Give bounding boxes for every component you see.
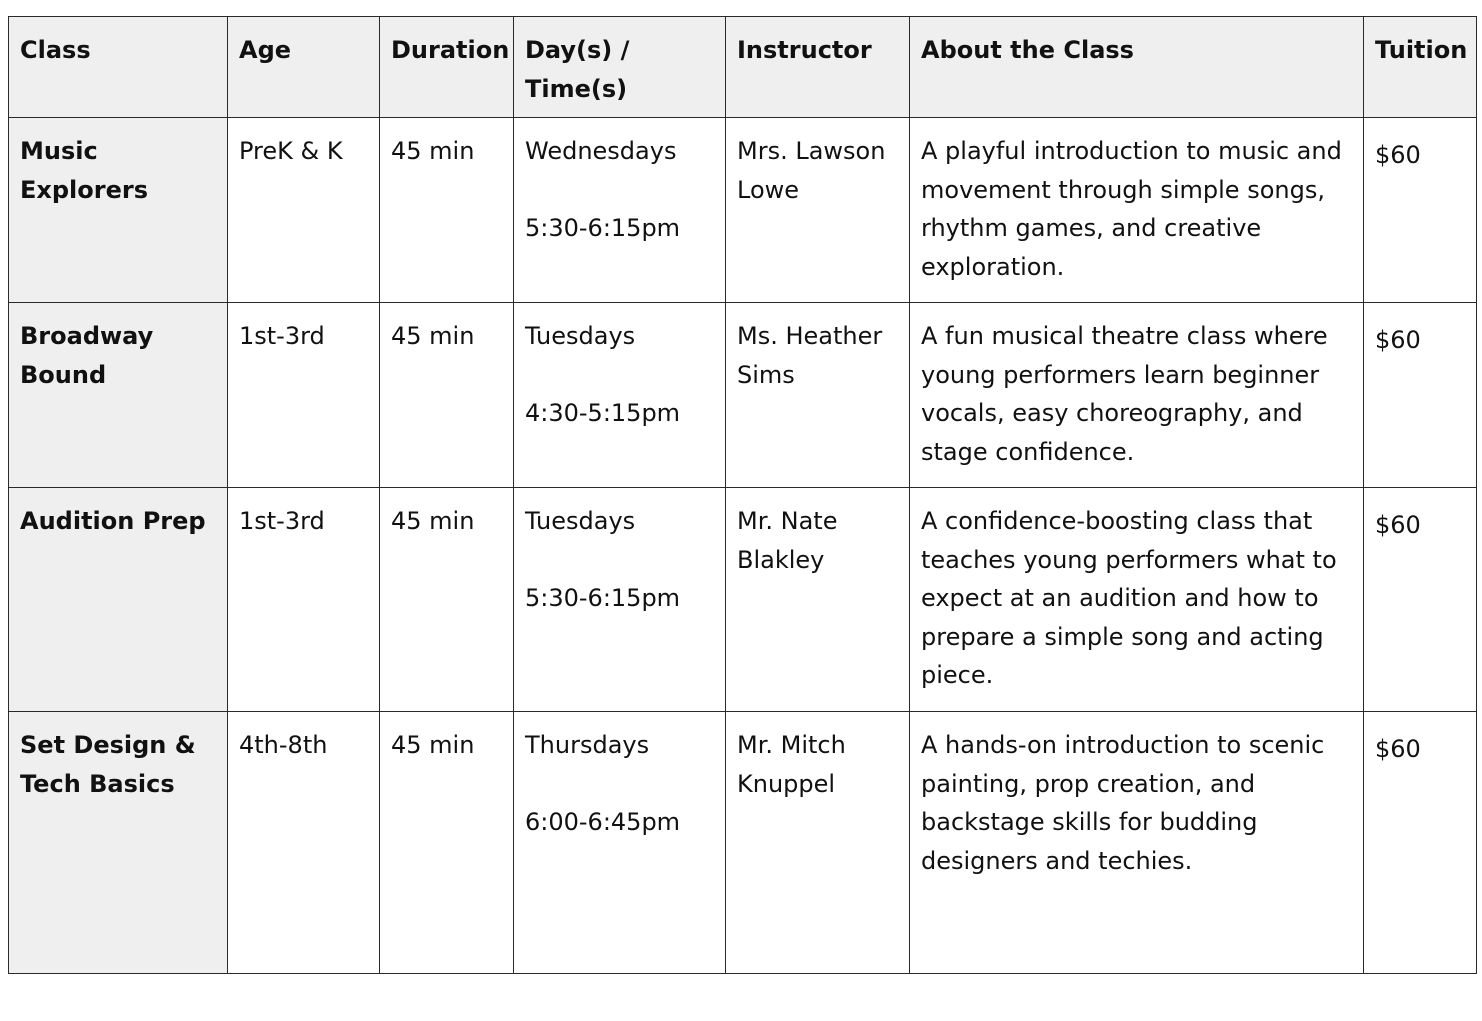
day-time-cell (514, 488, 726, 712)
tuition-cell: $60 (1364, 488, 1477, 712)
table-row (9, 118, 1477, 303)
time-text: 5:30-6:15pm (525, 583, 681, 612)
header-row (9, 17, 1477, 118)
duration-cell: 45 min (380, 303, 514, 488)
tuition-cell: $60 (1364, 712, 1477, 974)
day-time-cell (514, 118, 726, 303)
about-cell: A fun musical theatre class where young performers learn beginner vocals, easy choreography, and stage confidence. (910, 303, 1364, 488)
table-row (9, 303, 1477, 488)
class-schedule-table (8, 16, 1477, 974)
duration-cell: 45 min (380, 488, 514, 712)
table-row (9, 712, 1477, 974)
day-text: Tuesdays (525, 507, 636, 535)
about-cell: A playful introduction to music and movement through simple songs, rhythm games, and creative exploration. (910, 118, 1364, 303)
header-about: About the Class (910, 17, 1364, 118)
instructor-cell: Mr. Nate Blakley (726, 488, 910, 712)
time-text: 5:30-6:15pm (525, 213, 681, 242)
header-age: Age (228, 17, 380, 118)
about-cell: A hands-on introduction to scenic painting, prop creation, and backstage skills for budding designers and techies. (910, 712, 1364, 974)
tuition-cell: $60 (1364, 118, 1477, 303)
instructor-cell: Mr. Mitch Knuppel (726, 712, 910, 974)
day-time-cell (514, 303, 726, 488)
class-name-cell: Broadway Bound (9, 303, 228, 488)
instructor-cell: Ms. Heather Sims (726, 303, 910, 488)
age-cell: 4th-8th (228, 712, 380, 974)
class-name-cell: Set Design & Tech Basics (9, 712, 228, 974)
header-class: Class (9, 17, 228, 118)
time-text: 4:30-5:15pm (525, 398, 681, 427)
duration-cell: 45 min (380, 712, 514, 974)
table-row (9, 488, 1477, 712)
header-tuition: Tuition (1364, 17, 1477, 118)
duration-cell: 45 min (380, 118, 514, 303)
day-text: Wednesdays (525, 137, 677, 165)
day-time-cell (514, 712, 726, 974)
day-text: Tuesdays (525, 322, 636, 350)
header-instructor: Instructor (726, 17, 910, 118)
tuition-cell: $60 (1364, 303, 1477, 488)
age-cell: PreK & K (228, 118, 380, 303)
day-text: Thursdays (525, 731, 650, 759)
about-cell: A confidence-boosting class that teaches young performers what to expect at an audition and how to prepare a simple song and acting piece. (910, 488, 1364, 712)
class-name-cell: Audition Prep (9, 488, 228, 712)
class-name-cell: Music Explorers (9, 118, 228, 303)
age-cell: 1st-3rd (228, 488, 380, 712)
header-days-times: Day(s) / Time(s) (514, 17, 726, 118)
instructor-cell: Mrs. Lawson Lowe (726, 118, 910, 303)
time-text: 6:00-6:45pm (525, 807, 681, 836)
age-cell: 1st-3rd (228, 303, 380, 488)
header-duration: Duration (380, 17, 514, 118)
